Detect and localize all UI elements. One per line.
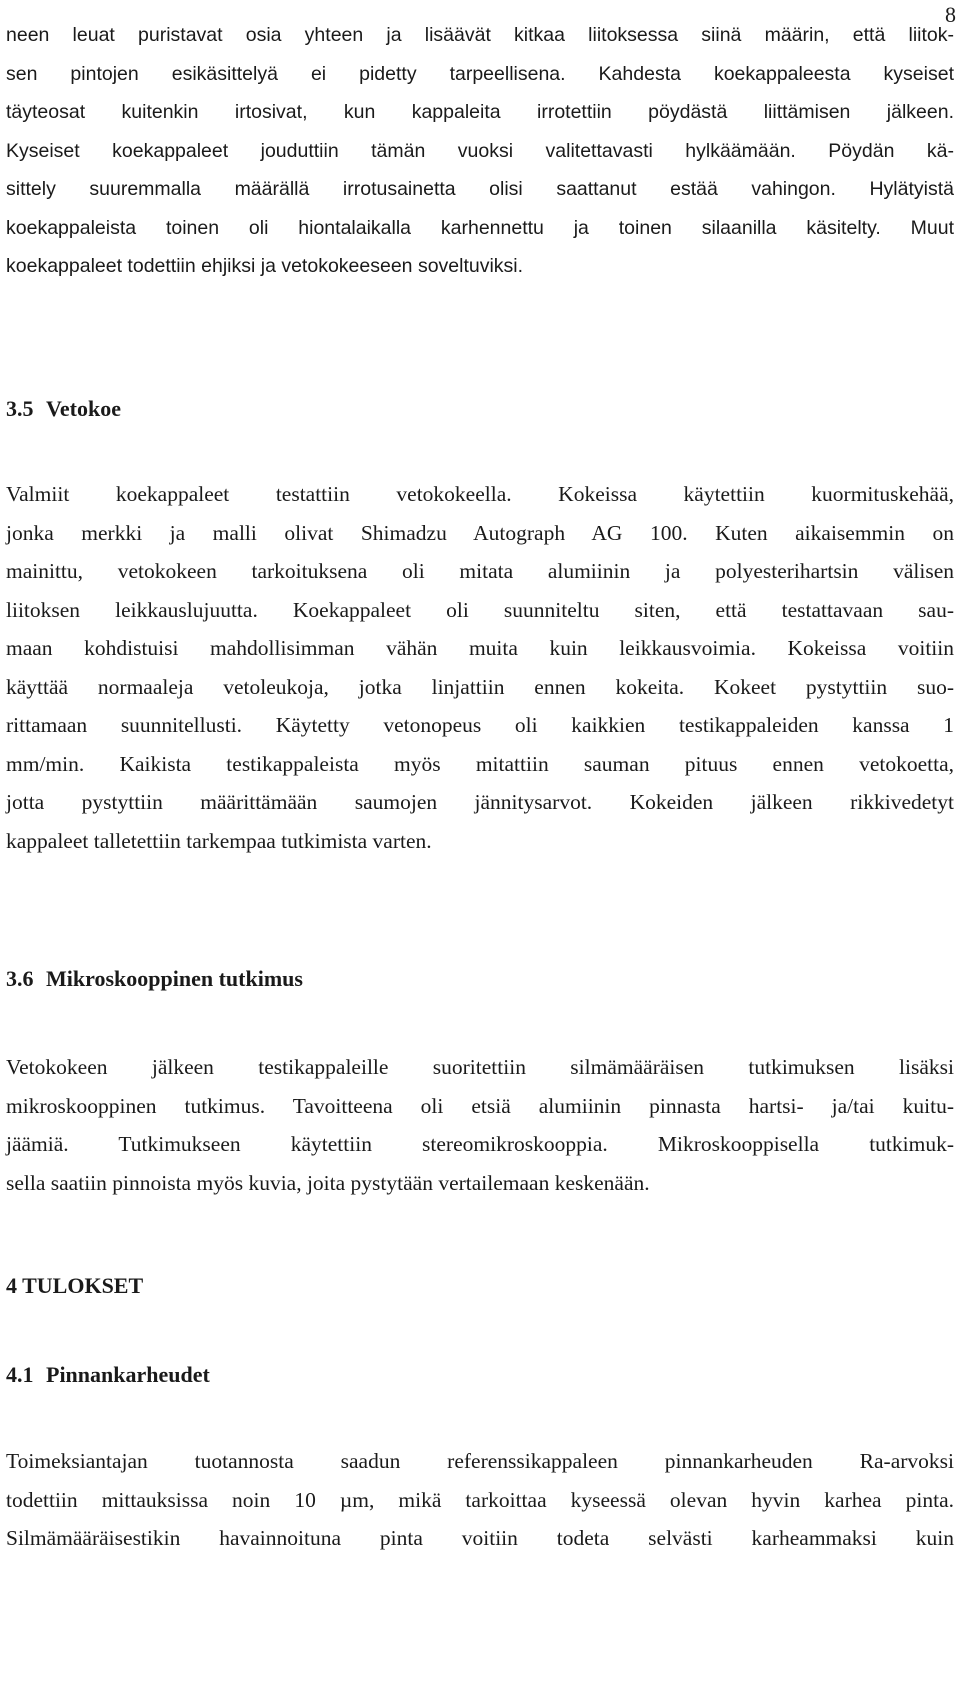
paragraph-vetokoe: [6, 475, 954, 860]
chapter-heading-4: 4 TULOKSET: [6, 1273, 144, 1298]
text-line: käyttää normaaleja vetoleukoja, jotka linjattiin ennen kokeita. Kokeet pystyttiin suo-: [6, 674, 954, 699]
text-line: maan kohdistuisi mahdollisimman vähän muita kuin leikkausvoimia. Kokeissa voitiin: [6, 636, 954, 660]
paragraph-text: [6, 475, 954, 860]
section-number: 3.6: [6, 966, 34, 991]
paragraph-pinnankarheudet: [6, 1442, 954, 1558]
text-line: jonka merkki ja malli olivat Shimadzu Autograph AG 100. Kuten aikaisemmin on: [6, 520, 954, 545]
text-line: Vetokokeen jälkeen testikappaleille suoritettiin silmämääräisen tutkimuksen lisäksi: [6, 1055, 954, 1079]
text-line: koekappaleet todettiin ehjiksi ja vetokokeeseen soveltuviksi.: [6, 255, 524, 277]
text-line: neen leuat puristavat osia yhteen ja lisäävät kitkaa liitoksessa siinä määrin, että liitok-: [6, 24, 954, 46]
text-line: rittamaan suunnitellusti. Käytetty vetonopeus oli kaikkien testikappaleiden kanssa 1: [6, 713, 954, 737]
section-title: Vetokoe: [46, 396, 121, 421]
section-number: 4.1: [6, 1362, 34, 1387]
text-line: kappaleet talletettiin tarkempaa tutkimista varten.: [6, 828, 432, 853]
page-number: 8: [945, 2, 956, 27]
section-heading-3-5: [6, 396, 121, 422]
text-line: sella saatiin pinnoista myös kuvia, joita pystytään vertailemaan keskenään.: [6, 1170, 650, 1195]
section-number: 3.5: [6, 396, 34, 421]
section-title: Pinnankarheudet: [46, 1362, 210, 1387]
paragraph-text: [6, 1442, 954, 1558]
text-line: todettiin mittauksissa noin 10 µm, mikä tarkoittaa kyseessä olevan hyvin karhea pinta.: [6, 1487, 954, 1512]
text-line: mainittu, vetokokeen tarkoituksena oli mitata alumiinin ja polyesterihartsin välisen: [6, 559, 954, 583]
text-line: jäämiä. Tutkimukseen käytettiin stereomikroskooppia. Mikroskooppisella tutkimuk-: [6, 1132, 954, 1156]
section-heading-3-6: [6, 966, 303, 992]
text-line: Kyseiset koekappaleet jouduttiin tämän vuoksi valitettavasti hylkäämään. Pöydän kä-: [6, 139, 954, 162]
text-line: mm/min. Kaikista testikappaleista myös mitattiin sauman pituus ennen vetokoetta,: [6, 751, 954, 776]
paragraph-intro: [6, 16, 954, 286]
paragraph-text: [6, 1048, 954, 1202]
paragraph-mikroskooppinen: [6, 1048, 954, 1202]
text-line: Valmiit koekappaleet testattiin vetokokeella. Kokeissa käytettiin kuormituskehää,: [6, 482, 954, 506]
text-line: sittely suuremmalla määrällä irrotusainetta olisi saattanut estää vahingon. Hylätyistä: [6, 178, 954, 200]
text-line: koekappaleista toinen oli hiontalaikalla karhennettu ja toinen silaanilla käsitelty. Muut: [6, 216, 954, 239]
text-line: mikroskooppinen tutkimus. Tavoitteena oli etsiä alumiinin pinnasta hartsi- ja/tai kuitu-: [6, 1093, 954, 1118]
text-line: täyteosat kuitenkin irtosivat, kun kappaleita irrotettiin pöydästä liittämisen jälkeen.: [6, 101, 954, 123]
section-heading-4-1: [6, 1362, 210, 1388]
section-title: Mikroskooppinen tutkimus: [46, 966, 303, 991]
text-line: Toimeksiantajan tuotannosta saadun referenssikappaleen pinnankarheuden Ra-arvoksi: [6, 1449, 954, 1473]
text-line: Silmämääräisestikin havainnoituna pinta voitiin todeta selvästi karheammaksi kuin: [6, 1526, 954, 1550]
text-line: liitoksen leikkauslujuutta. Koekappaleet oli suunniteltu siten, että testattavaan sau-: [6, 597, 954, 622]
text-line: jotta pystyttiin määrittämään saumojen jännitysarvot. Kokeiden jälkeen rikkivedetyt: [6, 790, 954, 814]
text-line: sen pintojen esikäsittelyä ei pidetty tarpeellisena. Kahdesta koekappaleesta kyseiset: [6, 62, 954, 85]
paragraph-text: [6, 16, 954, 286]
